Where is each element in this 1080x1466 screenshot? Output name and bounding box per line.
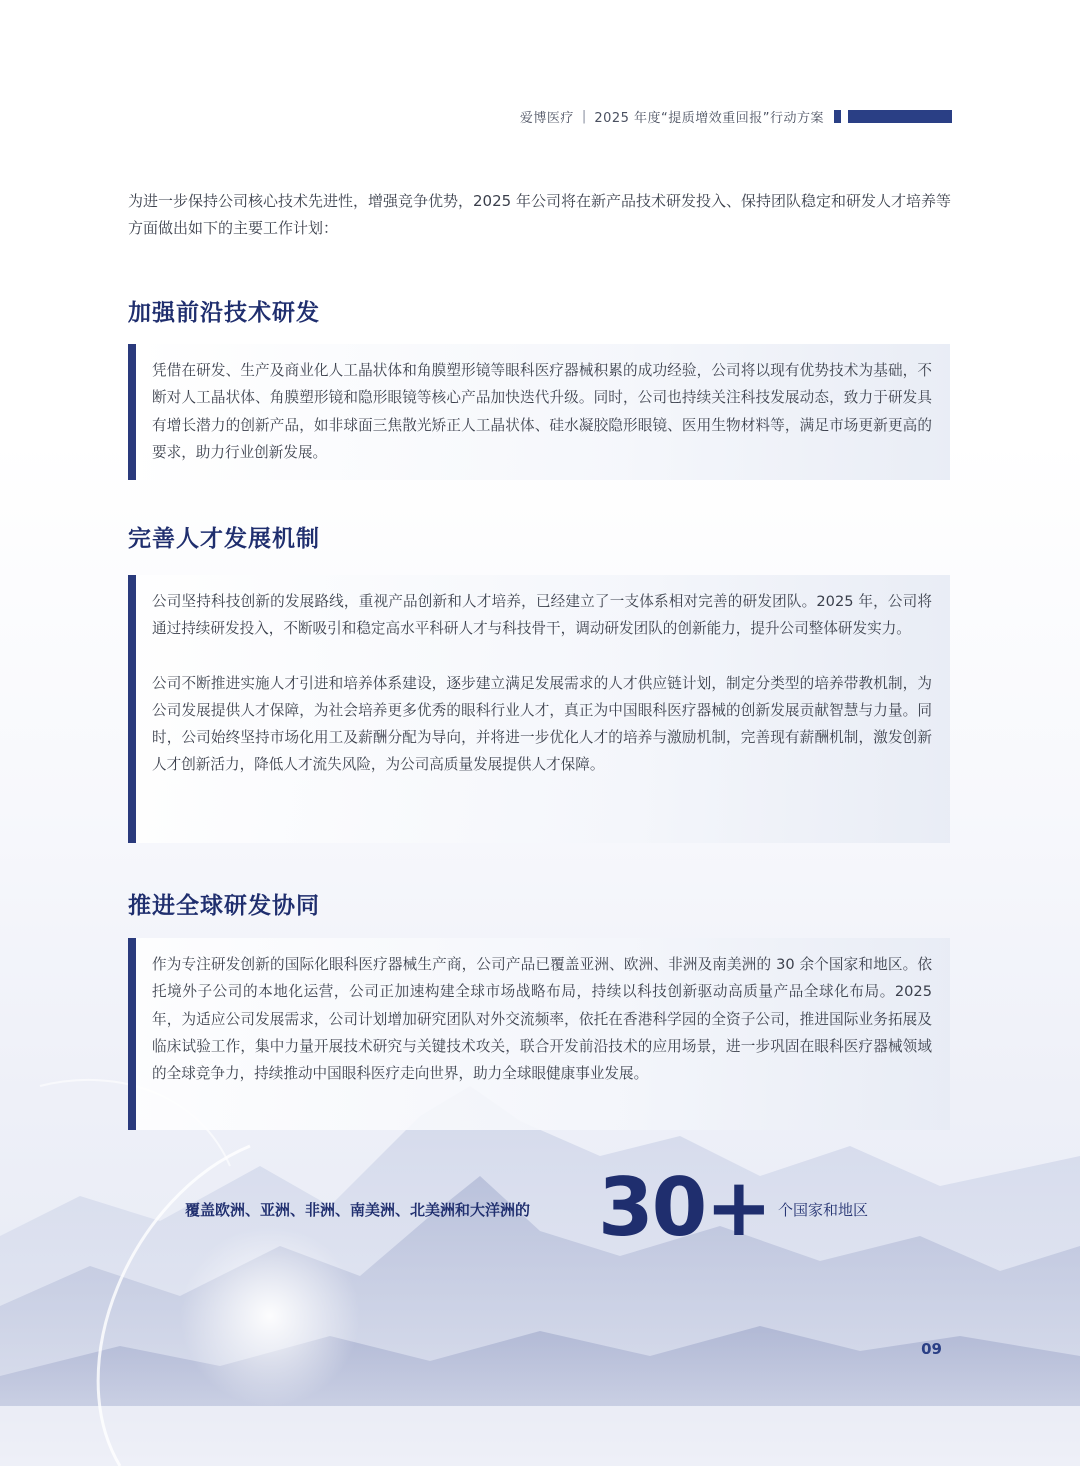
section-box-global-rnd — [128, 938, 950, 1130]
section-paragraph: 公司坚持科技创新的发展路线，重视产品创新和人才培养，已经建立了一支体系相对完善的研发团队。2025 年，公司将通过持续研发投入，不断吸引和稳定高水平科研人才与科技骨干，调动研发团队的创新能力，提升公司整体研发实力。 — [152, 593, 932, 638]
section-paragraph: 作为专注研发创新的国际化眼科医疗器械生产商，公司产品已覆盖亚洲、欧洲、非洲及南美洲的 30 余个国家和地区。依托境外子公司的本地化运营，公司正加速构建全球市场战略布局，持续以科技创新驱动高质量产品全球化布局。2025 年，为适应公司发展需求，公司计划增加研究团队对外交流频率，依托在香港科学园的全资子公司，推进国际业务拓展及临床试验工作，集中力量开展技术研究与关键技术攻关，联合开发前沿技术的应用场景，进一步巩固在眼科医疗器械领域的全球竞争力，持续推动中国眼科医疗走向世界，助力全球眼健康事业发展。 — [152, 956, 932, 1083]
header-separator: | — [581, 108, 587, 124]
stat-right-text: 个国家和地区 — [778, 1201, 869, 1219]
coverage-stat — [0, 1161, 1080, 1255]
header-accent-square — [834, 110, 841, 123]
page-number: 09 — [921, 1340, 942, 1358]
header-company: 爱博医疗 — [519, 110, 574, 126]
section-paragraph: 凭借在研发、生产及商业化人工晶状体和角膜塑形镜等眼科医疗器械积累的成功经验，公司将以现有优势技术为基础，不断对人工晶状体、角膜塑形镜和隐形眼镜等核心产品加快迭代升级。同时，公司也持续关注科技发展动态，致力于研发具有增长潜力的创新产品，如非球面三焦散光矫正人工晶状体、硅水凝胶隐形眼镜、医用生物材料等，满足市场更新更高的要求，助力行业创新发展。 — [152, 362, 932, 461]
section-box-talent — [128, 575, 950, 843]
section-paragraph: 公司不断推进实施人才引进和培养体系建设，逐步建立满足发展需求的人才供应链计划，制定分类型的培养带教机制，为公司发展提供人才保障，为社会培养更多优秀的眼科行业人才，真正为中国眼科医疗器械的创新发展贡献智慧与力量。同时，公司始终坚持市场化用工及薪酬分配为导向，并将进一步优化人才的培养与激励机制，完善现有薪酬机制，激发创新人才创新活力，降低人才流失风险，为公司高质量发展提供人才保障。 — [152, 674, 932, 774]
stat-number: 30+ — [598, 1161, 771, 1254]
section-title-frontier-rnd: 加强前沿技术研发 — [128, 300, 320, 326]
header-accent-bar — [848, 110, 952, 123]
page-header — [520, 106, 952, 126]
section-title-global-rnd: 推进全球研发协同 — [128, 893, 320, 919]
section-title-talent: 完善人才发展机制 — [128, 526, 320, 552]
header-title: 2025 年度“提质增效重回报”行动方案 — [594, 110, 824, 126]
stat-left-text: 覆盖欧洲、亚洲、非洲、南美洲、北美洲和大洋洲的 — [185, 1201, 531, 1219]
intro-paragraph: 为进一步保持公司核心技术先进性，增强竞争优势，2025 年公司将在新产品技术研发投入、保持团队稳定和研发人才培养等方面做出如下的主要工作计划： — [128, 192, 951, 237]
section-box-frontier-rnd — [128, 344, 950, 480]
